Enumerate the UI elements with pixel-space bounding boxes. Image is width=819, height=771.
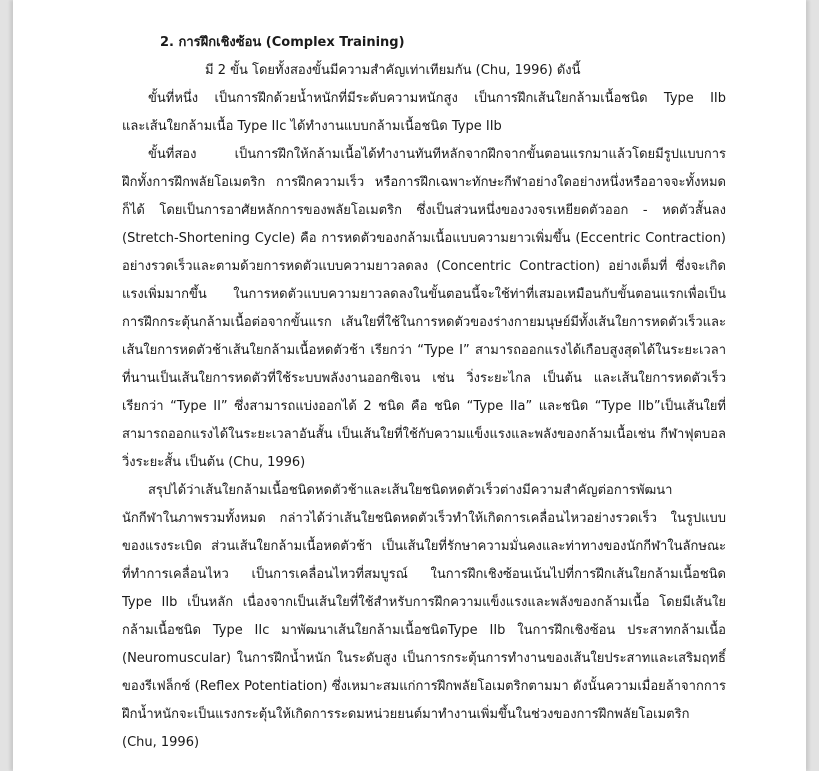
paragraph-line: ขั้นที่สอง เป็นการฝึกให้กล้ามเนื้อได้ทำงานทันทีหลักจากฝึกจากขั้นตอนแรกมาแล้วโดยมีรูปแบบการ [148, 147, 726, 162]
paragraph-line: ที่ทำการเคลื่อนไหว เป็นการเคลื่อนไหวที่สมบูรณ์ ในการฝึกเชิงซ้อนเน้นไปที่การฝึกเส้นใยกล้ามเนื้อชนิด [122, 567, 726, 582]
paragraph-line: การฝึกกระตุ้นกล้ามเนื้อต่อจากขั้นแรก เส้นใยที่ใช้ในการหดตัวของร่างกายมนุษย์มีทั้งเส้นใยการหดตัวเร็วและ [122, 315, 726, 330]
paragraph-line: ที่นานเป็นเส้นใยการหดตัวที่ใช้ระบบพลังงานออกซิเจน เช่น วิ่งระยะไกล เป็นต้น และเส้นใยการหดตัวเร็ว [122, 371, 726, 386]
paragraph-line: (Neuromuscular) ในการฝึกน้ำหนัก ในระดับสูง เป็นการกระตุ้นการทำงานของเส้นใยประสาทและเสริมฤทธิ์ [122, 651, 726, 666]
paragraph-line: สามารถออกแรงได้ในระยะเวลาอันสั้น เป็นเส้นใยที่ใช้กับความแข็งแรงและพลังของกล้ามเนื้อเช่น กีฬาฟุตบอล [122, 427, 726, 442]
paragraph-line: ขั้นที่หนึ่ง เป็นการฝึกด้วยน้ำหนักที่มีระดับความหนักสูง เป็นการฝึกเส้นใยกล้ามเนื้อชนิด Type IIb [148, 91, 726, 106]
paragraph-line: และเส้นใยกล้ามเนื้อ Type IIc ได้ทำงานแบบกล้ามเนื้อชนิด Type IIb [122, 119, 502, 134]
paragraph-line: แรงเพิ่มมากขึ้น ในการหดตัวแบบความยาวลดลงในขั้นตอนนี้จะใช้ท่าที่เสมอเหมือนกับขั้นตอนแรกเพื่อเป็น [122, 287, 726, 302]
paragraph-line: สรุปได้ว่าเส้นใยกล้ามเนื้อชนิดหดตัวช้าและเส้นใยชนิดหดตัวเร็วต่างมีความสำคัญต่อการพัฒนา [148, 483, 673, 498]
paragraph-line: ก็ได้ โดยเป็นการอาศัยหลักการของพลัยโอเมตริก ซึ่งเป็นส่วนหนึ่งของวงจรเหยียดตัวออก - หดตัวสั้นลง [122, 203, 726, 218]
paragraph-line: (Chu, 1996) [122, 735, 200, 750]
paragraph-line: ของรีเฟล็กซ์ (Reflex Potentiation) ซึ่งเหมาะสมแก่การฝึกพลัยโอเมตริกตามมา ดังนั้นความเมื่อยล้าจากการ [122, 679, 726, 694]
paragraph-line: มี 2 ขั้น โดยทั้งสองขั้นมีความสำคัญเท่าเทียมกัน (Chu, 1996) ดังนี้ [205, 63, 581, 78]
paragraph-line: กล้ามเนื้อชนิด Type IIc มาพัฒนาเส้นใยกล้ามเนื้อชนิดType IIb ในการฝึกเชิงซ้อน ประสาทกล้ามเนื้อ [122, 623, 726, 638]
paragraph-line: ฝึกทั้งการฝึกพลัยโอเมตริก การฝึกความเร็ว หรือการฝึกเฉพาะทักษะกีฬาอย่างใดอย่างหนึ่งหรืออาจจะทั้งหมด [122, 175, 726, 190]
paragraph-line: (Stretch-Shortening Cycle) คือ การหดตัวของกล้ามเนื้อแบบความยาวเพิ่มขึ้น (Eccentric Contraction) [122, 231, 726, 246]
paragraph-line: นักกีฬาในภาพรวมทั้งหมด กล่าวได้ว่าเส้นใยชนิดหดตัวเร็วทำให้เกิดการเคลื่อนไหวอย่างรวดเร็ว ในรูปแบบ [122, 511, 726, 526]
paragraph-line: Type IIb เป็นหลัก เนื่องจากเป็นเส้นใยที่ใช้สำหรับการฝึกความแข็งแรงและพลังของกล้ามเนื้อ โดยมีเส้นใย [122, 595, 726, 610]
paragraph-line: ฝึกน้ำหนักจะเป็นแรงกระตุ้นให้เกิดการระดมหน่วยยนต์มาทำงานเพิ่มขึ้นในช่วงของการฝึกพลัยโอเมตริก [122, 707, 690, 722]
paragraph-line: วิ่งระยะสั้น เป็นต้น (Chu, 1996) [122, 455, 306, 470]
paragraph-line: ของแรงระเบิด ส่วนเส้นใยกล้ามเนื้อหดตัวช้า เป็นเส้นใยที่รักษาความมั่นคงและท่าทางของนักกีฬาในลักษณะ [122, 539, 726, 554]
section-heading: 2. การฝึกเชิงซ้อน (Complex Training) [160, 35, 405, 50]
paragraph-line: เรียกว่า “Type II” ซึ่งสามารถแบ่งออกได้ 2 ชนิด คือ ชนิด “Type IIa” และชนิด “Type IIb”เป็นเส้นใยที่ [122, 399, 726, 414]
paragraph-line: เส้นใยการหดตัวช้าเส้นใยกล้ามเนื้อหดตัวช้า เรียกว่า “Type I” สามารถออกแรงได้เกือบสูงสุดได้ในระยะเวลา [122, 343, 726, 358]
paragraph-line: อย่างรวดเร็วและตามด้วยการหดตัวแบบความยาวลดลง (Concentric Contraction) อย่างเต็มที่ ซึ่งจะเกิด [122, 259, 726, 274]
